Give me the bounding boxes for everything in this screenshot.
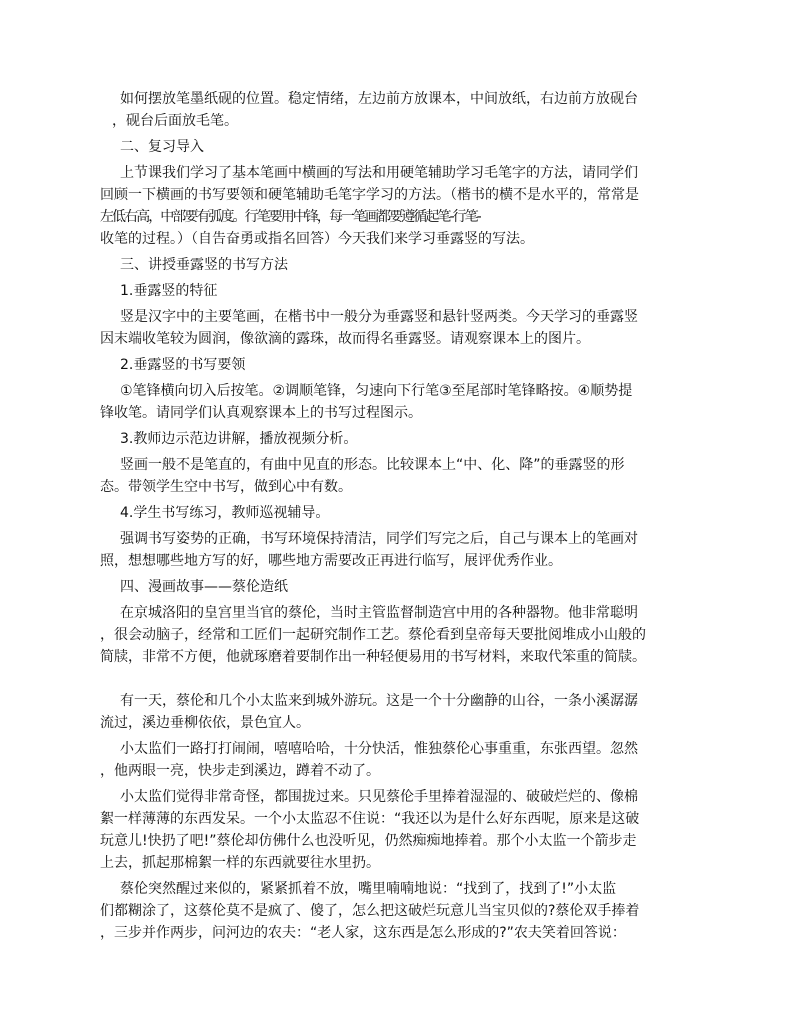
text-line: ①笔锋横向切入后按笔。②调顺笔锋，匀速向下行笔③至尾部时笔锋略按。④顺势提 (120, 383, 633, 399)
paragraph-feature (100, 306, 680, 350)
paragraph-key-points (100, 380, 680, 424)
paragraph-intro (112, 88, 680, 132)
subheading-feature: 1.垂露竖的特征 (120, 283, 218, 299)
text-line: ，他两眼一亮，快步走到溪边，蹲着不动了。 (100, 763, 380, 779)
paragraph-story-3 (100, 738, 680, 782)
text-line: 在京城洛阳的皇宫里当官的蔡伦，当时主管监督制造宫中用的各种器物。他非常聪明 (120, 605, 638, 621)
subheading-demo: 3.教师边示范边讲解，播放视频分析。 (120, 431, 358, 447)
text-line: 回顾一下横画的书写要领和硬笔辅助毛笔字学习的方法。（楷书的横不是水平的，常常是 (100, 187, 639, 203)
text-line: 竖是汉字中的主要笔画，在楷书中一般分为垂露竖和悬针竖两类。今天学习的垂露竖 (120, 309, 638, 325)
text-line: 上节课我们学习了基本笔画中横画的写法和用硬笔辅助学习毛笔字的方法，请同学们 (120, 165, 638, 181)
text-line: ，砚台后面放毛笔。 (112, 113, 238, 129)
text-line: 强调书写姿势的正确，书写环境保持清洁，同学们写完之后，自己与课本上的笔画对 (120, 531, 638, 547)
text-line: 收笔的过程。）（自告奋勇或指名回答）今天我们来学习垂露竖的写法。 (100, 231, 534, 247)
text-line: 因末端收笔较为圆润，像欲滴的露珠，故而得名垂露竖。请观察课本上的图片。 (100, 331, 590, 347)
text-line: 锋收笔。请同学们认真观察课本上的书写过程图示。 (100, 405, 422, 421)
text-line: 小太监们一路打打闹闹，嘻嘻哈哈，十分快活，惟独蔡伦心事重重，东张西望。忽然 (120, 741, 638, 757)
section-heading-teaching: 三、讲授垂露竖的书写方法 (120, 257, 288, 273)
text-line: 态。带领学生空中书写，做到心中有数。 (100, 479, 352, 495)
section-heading-story: 四、漫画故事——蔡伦造纸 (120, 579, 288, 595)
text-line: 玩意儿!快扔了吧!”蔡伦却仿佛什么也没听见，仍然痴痴地捧着。那个小太监一个箭步走 (100, 833, 637, 849)
text-line: ，三步并作两步，问河边的农夫：“老人家，这东西是怎么形成的?”农夫笑着回答说： (100, 925, 626, 941)
paragraph-spacer (120, 672, 680, 690)
text-line: 如何摆放笔墨纸砚的位置。稳定情绪，左边前方放课本，中间放纸，右边前方放砚台 (120, 91, 638, 107)
text-line: 们都糊涂了，这蔡伦莫不是疯了、傻了，怎么把这破烂玩意儿当宝贝似的?蔡伦双手捧着 (100, 903, 640, 919)
text-line: ，很会动脑子，经常和工匠们一起研究制作工艺。蔡伦看到皇帝每天要批阅堆成小山般的 (100, 627, 646, 643)
text-line: 上去，抓起那棉絮一样的东西就要往水里扔。 (100, 855, 380, 871)
paragraph-story-1 (100, 602, 680, 668)
text-line: 小太监们觉得非常奇怪，都围拢过来。只见蔡伦手里捧着湿湿的、破破烂烂的、像棉 (120, 789, 638, 805)
paragraph-story-4 (100, 786, 680, 874)
text-line: 絮一样薄薄的东西发呆。一个小太监忍不住说：“我还以为是什么好东西呢，原来是这破 (100, 811, 640, 827)
text-line: 简牍，非常不方便，他就琢磨着要制作出一种轻便易用的书写材料，来取代笨重的简牍。 (100, 649, 646, 665)
text-line: 有一天，蔡伦和几个小太监来到城外游玩。这是一个十分幽静的山谷，一条小溪潺潺 (120, 693, 638, 709)
paragraph-review (100, 162, 680, 250)
subheading-key-points: 2.垂露竖的书写要领 (120, 357, 246, 373)
paragraph-demo (100, 454, 680, 498)
text-line: 蔡伦突然醒过来似的，紧紧抓着不放，嘴里喃喃地说：“找到了，找到了!”小太监 (120, 881, 617, 897)
section-heading-review: 二、复习导入 (120, 139, 204, 155)
subheading-practice: 4.学生书写练习，教师巡视辅导。 (120, 505, 330, 521)
text-line: 竖画一般不是笔直的，有曲中见直的形态。比较课本上“中、化、降”的垂露竖的形 (120, 457, 625, 473)
text-line: 照，想想哪些地方写的好，哪些地方需要改正再进行临写，展评优秀作业。 (100, 553, 562, 569)
paragraph-practice (100, 528, 680, 572)
document-page (100, 88, 680, 948)
paragraph-story-2 (100, 690, 680, 734)
text-line: 左 低 右 高 ， 中 部 要 有 弧 度 。 行 笔 要 用 中 锋 ， 每 一 笔 画 都 要 遵 循 起 笔 - 行 笔 - (100, 209, 479, 225)
text-line: 流过，溪边垂柳依依，景色宜人。 (100, 715, 310, 731)
paragraph-story-5 (100, 878, 680, 944)
